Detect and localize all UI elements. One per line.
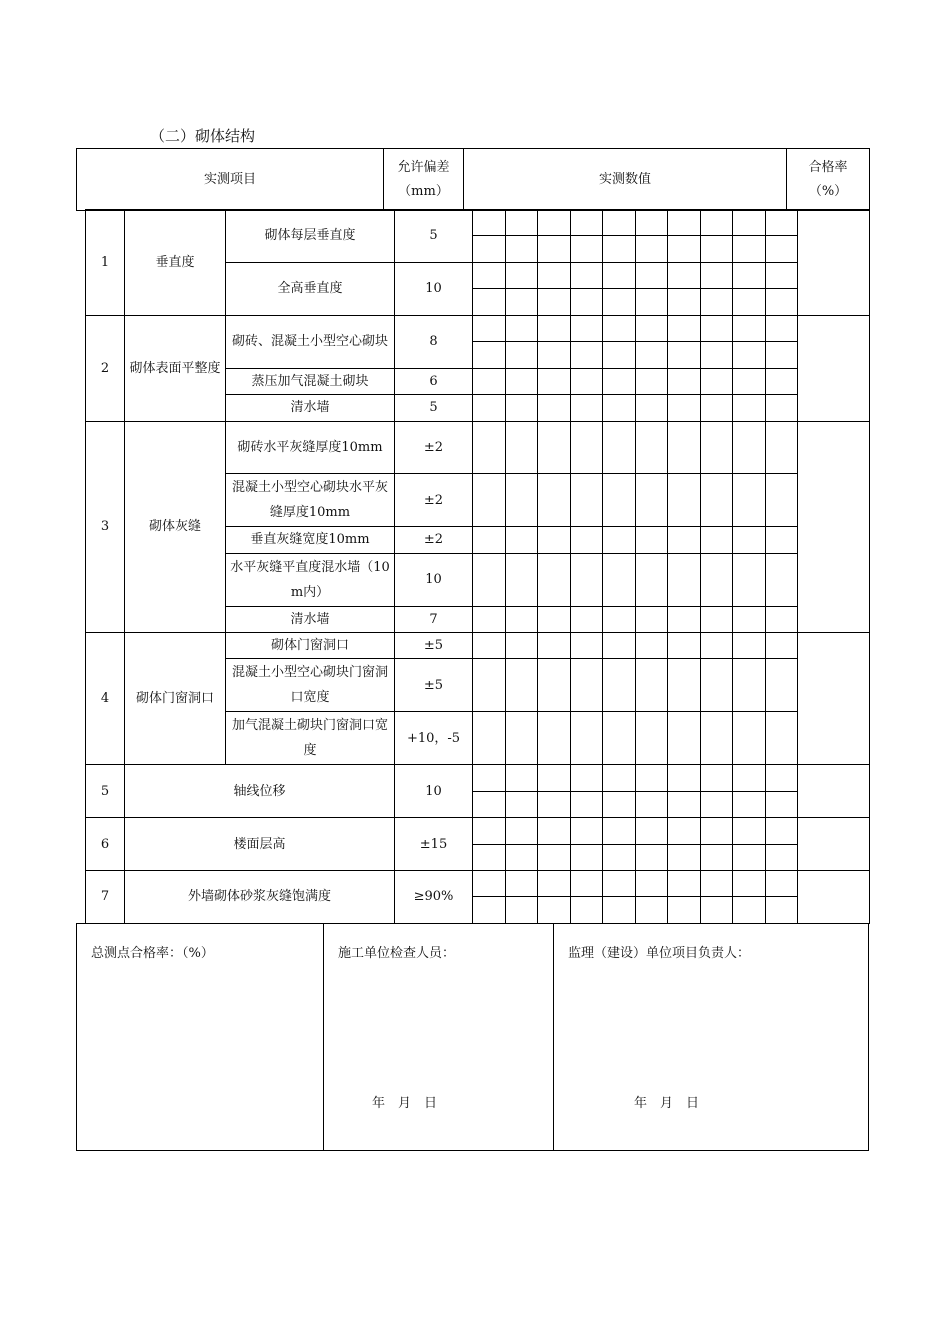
value-cell (635, 633, 668, 659)
item-number: 6 (86, 818, 125, 871)
value-cell (733, 368, 766, 394)
value-cell (538, 368, 571, 394)
value-cell (733, 262, 766, 288)
header-values: 实测数值 (464, 149, 787, 211)
value-cell (538, 474, 571, 527)
value-cell (700, 262, 733, 288)
value-cell (668, 897, 701, 923)
value-cell (765, 289, 798, 315)
pass-rate-cell (798, 765, 870, 818)
value-cell (733, 870, 766, 896)
tolerance-value: ±5 (395, 633, 473, 659)
value-cell (538, 236, 571, 262)
pass-rate-cell (798, 818, 870, 871)
value-cell (538, 395, 571, 421)
value-cell (700, 818, 733, 844)
table-header (76, 148, 870, 211)
value-cell (733, 236, 766, 262)
value-cell (733, 659, 766, 712)
inspector-label: 施工单位检查人员： (338, 946, 456, 961)
value-cell (603, 262, 636, 288)
value-cell (473, 844, 506, 870)
table-row (86, 315, 870, 341)
total-rate-cell (77, 924, 323, 1150)
value-cell (603, 553, 636, 606)
tolerance-value: ±2 (395, 421, 473, 474)
value-cell (700, 870, 733, 896)
value-cell (733, 606, 766, 632)
value-cell (733, 342, 766, 368)
value-cell (570, 342, 603, 368)
value-cell (700, 712, 733, 765)
value-cell (668, 606, 701, 632)
value-cell (733, 818, 766, 844)
value-cell (538, 712, 571, 765)
table-row (86, 210, 870, 236)
value-cell (635, 342, 668, 368)
item-number: 7 (86, 870, 125, 923)
tolerance-value: 7 (395, 606, 473, 632)
value-cell (733, 633, 766, 659)
sub-item: 加气混凝土砌块门窗洞口宽度 (226, 712, 395, 765)
value-cell (765, 262, 798, 288)
value-cell (473, 368, 506, 394)
value-cell (473, 897, 506, 923)
value-cell (570, 844, 603, 870)
value-cell (505, 421, 538, 474)
value-cell (635, 289, 668, 315)
value-cell (700, 659, 733, 712)
value-cell (473, 210, 506, 236)
value-cell (570, 210, 603, 236)
value-cell (765, 765, 798, 791)
value-cell (538, 289, 571, 315)
value-cell (603, 870, 636, 896)
value-cell (538, 210, 571, 236)
value-cell (570, 791, 603, 817)
value-cell (733, 289, 766, 315)
value-cell (700, 553, 733, 606)
value-cell (570, 395, 603, 421)
value-cell (570, 870, 603, 896)
value-cell (668, 342, 701, 368)
value-cell (603, 210, 636, 236)
inspector-cell (323, 924, 553, 1150)
item-number: 5 (86, 765, 125, 818)
value-cell (700, 474, 733, 527)
value-cell (765, 474, 798, 527)
value-cell (538, 633, 571, 659)
tolerance-value: 10 (395, 262, 473, 315)
value-cell (570, 527, 603, 553)
value-cell (505, 527, 538, 553)
value-cell (765, 659, 798, 712)
inspector-date: 年 月 日 (372, 1096, 438, 1111)
item-name: 砌体表面平整度 (125, 315, 226, 421)
sub-item: 混凝土小型空心砌块水平灰缝厚度10mm (226, 474, 395, 527)
sub-item: 水平灰缝平直度混水墙（10m内） (226, 553, 395, 606)
value-cell (603, 395, 636, 421)
value-cell (668, 527, 701, 553)
sub-item: 垂直灰缝宽度10mm (226, 527, 395, 553)
value-cell (733, 210, 766, 236)
value-cell (603, 844, 636, 870)
value-cell (505, 395, 538, 421)
value-cell (733, 791, 766, 817)
value-cell (635, 553, 668, 606)
sub-item: 砌砖水平灰缝厚度10mm (226, 421, 395, 474)
value-cell (700, 527, 733, 553)
value-cell (765, 897, 798, 923)
tolerance-value: ±5 (395, 659, 473, 712)
value-cell (635, 659, 668, 712)
pass-rate-cell (798, 870, 870, 923)
value-cell (505, 791, 538, 817)
tolerance-value: 10 (395, 765, 473, 818)
value-cell (538, 553, 571, 606)
value-cell (765, 818, 798, 844)
value-cell (635, 870, 668, 896)
value-cell (538, 659, 571, 712)
value-cell (473, 474, 506, 527)
value-cell (700, 633, 733, 659)
value-cell (668, 712, 701, 765)
value-cell (538, 421, 571, 474)
value-cell (700, 395, 733, 421)
item-number: 1 (86, 210, 125, 316)
value-cell (570, 818, 603, 844)
value-cell (473, 342, 506, 368)
item-name: 砌体门窗洞口 (125, 633, 226, 765)
value-cell (570, 474, 603, 527)
value-cell (505, 897, 538, 923)
value-cell (505, 210, 538, 236)
value-cell (635, 897, 668, 923)
table-row (86, 421, 870, 447)
value-cell (733, 421, 766, 474)
value-cell (505, 368, 538, 394)
value-cell (505, 553, 538, 606)
sub-item: 清水墙 (226, 395, 395, 421)
item-number: 4 (86, 633, 125, 765)
sub-item: 砌砖、混凝土小型空心砌块 (226, 315, 395, 368)
value-cell (668, 474, 701, 527)
value-cell (473, 421, 506, 474)
value-cell (700, 315, 733, 341)
value-cell (635, 844, 668, 870)
value-cell (538, 897, 571, 923)
value-cell (570, 633, 603, 659)
value-cell (668, 818, 701, 844)
item-number: 2 (86, 315, 125, 421)
inspection-table (85, 209, 870, 924)
value-cell (603, 606, 636, 632)
supervisor-cell (553, 924, 868, 1150)
value-cell (700, 765, 733, 791)
value-cell (733, 897, 766, 923)
value-cell (603, 712, 636, 765)
sub-item: 蒸压加气混凝土砌块 (226, 368, 395, 394)
value-cell (505, 236, 538, 262)
value-cell (570, 553, 603, 606)
item-name: 轴线位移 (125, 765, 395, 818)
value-cell (668, 210, 701, 236)
value-cell (765, 606, 798, 632)
value-cell (505, 262, 538, 288)
value-cell (505, 870, 538, 896)
value-cell (473, 315, 506, 341)
tolerance-value: ±15 (395, 818, 473, 871)
value-cell (733, 527, 766, 553)
value-cell (765, 315, 798, 341)
value-cell (538, 870, 571, 896)
tolerance-value: 5 (395, 210, 473, 263)
value-cell (570, 606, 603, 632)
value-cell (765, 633, 798, 659)
value-cell (505, 474, 538, 527)
value-cell (668, 844, 701, 870)
value-cell (538, 818, 571, 844)
tolerance-value: ±2 (395, 527, 473, 553)
value-cell (538, 791, 571, 817)
value-cell (473, 791, 506, 817)
value-cell (538, 527, 571, 553)
value-cell (635, 236, 668, 262)
value-cell (473, 659, 506, 712)
value-cell (733, 844, 766, 870)
value-cell (765, 553, 798, 606)
value-cell (603, 368, 636, 394)
value-cell (505, 818, 538, 844)
value-cell (570, 765, 603, 791)
value-cell (765, 395, 798, 421)
value-cell (473, 633, 506, 659)
value-cell (668, 262, 701, 288)
value-cell (603, 897, 636, 923)
value-cell (668, 289, 701, 315)
value-cell (473, 765, 506, 791)
value-cell (570, 368, 603, 394)
value-cell (700, 844, 733, 870)
value-cell (505, 844, 538, 870)
sub-item: 全高垂直度 (226, 262, 395, 315)
supervisor-label: 监理（建设）单位项目负责人： (568, 946, 751, 961)
tolerance-value: ±2 (395, 474, 473, 527)
value-cell (473, 553, 506, 606)
value-cell (635, 712, 668, 765)
value-cell (765, 236, 798, 262)
value-cell (635, 368, 668, 394)
value-cell (635, 527, 668, 553)
tolerance-value: 5 (395, 395, 473, 421)
value-cell (473, 818, 506, 844)
value-cell (505, 712, 538, 765)
value-cell (538, 262, 571, 288)
value-cell (765, 712, 798, 765)
value-cell (635, 210, 668, 236)
value-cell (733, 395, 766, 421)
value-cell (700, 289, 733, 315)
value-cell (668, 765, 701, 791)
value-cell (765, 368, 798, 394)
value-cell (668, 553, 701, 606)
value-cell (473, 870, 506, 896)
tolerance-value: 8 (395, 315, 473, 368)
value-cell (733, 712, 766, 765)
value-cell (700, 897, 733, 923)
header-item: 实测项目 (77, 149, 384, 211)
value-cell (635, 606, 668, 632)
pass-rate-cell (798, 315, 870, 421)
header-tolerance: 允许偏差 （mm） (384, 149, 464, 211)
value-cell (700, 791, 733, 817)
tolerance-value: 6 (395, 368, 473, 394)
value-cell (700, 421, 733, 474)
value-cell (635, 791, 668, 817)
value-cell (635, 421, 668, 474)
value-cell (505, 342, 538, 368)
value-cell (603, 315, 636, 341)
table-row (86, 765, 870, 791)
value-cell (473, 236, 506, 262)
value-cell (700, 606, 733, 632)
value-cell (473, 527, 506, 553)
value-cell (635, 315, 668, 341)
value-cell (570, 659, 603, 712)
sub-item: 清水墙 (226, 606, 395, 632)
value-cell (505, 315, 538, 341)
sub-item: 混凝土小型空心砌块门窗洞口宽度 (226, 659, 395, 712)
value-cell (700, 236, 733, 262)
value-cell (668, 368, 701, 394)
table-row (86, 818, 870, 844)
value-cell (733, 315, 766, 341)
value-cell (473, 395, 506, 421)
value-cell (668, 395, 701, 421)
pass-rate-cell (798, 633, 870, 765)
value-cell (505, 765, 538, 791)
sub-item: 砌体每层垂直度 (226, 210, 395, 263)
value-cell (668, 236, 701, 262)
value-cell (733, 765, 766, 791)
value-cell (570, 315, 603, 341)
value-cell (765, 527, 798, 553)
value-cell (473, 606, 506, 632)
value-cell (668, 791, 701, 817)
value-cell (668, 633, 701, 659)
item-name: 楼面层高 (125, 818, 395, 871)
value-cell (570, 421, 603, 474)
value-cell (765, 421, 798, 474)
value-cell (700, 342, 733, 368)
signature-area (76, 923, 869, 1151)
value-cell (473, 262, 506, 288)
value-cell (635, 262, 668, 288)
value-cell (473, 289, 506, 315)
value-cell (603, 791, 636, 817)
tolerance-value: 10 (395, 553, 473, 606)
sub-item: 砌体门窗洞口 (226, 633, 395, 659)
tolerance-value: ≥90% (395, 870, 473, 923)
value-cell (538, 606, 571, 632)
value-cell (603, 342, 636, 368)
value-cell (668, 315, 701, 341)
value-cell (538, 342, 571, 368)
value-cell (570, 236, 603, 262)
value-cell (765, 844, 798, 870)
item-number: 3 (86, 421, 125, 633)
item-name: 外墙砌体砂浆灰缝饱满度 (125, 870, 395, 923)
value-cell (505, 633, 538, 659)
table-row (86, 633, 870, 659)
value-cell (603, 474, 636, 527)
value-cell (570, 712, 603, 765)
total-rate-label: 总测点合格率：（%） (91, 946, 214, 961)
value-cell (765, 342, 798, 368)
value-cell (635, 395, 668, 421)
value-cell (603, 289, 636, 315)
value-cell (505, 606, 538, 632)
value-cell (700, 210, 733, 236)
value-cell (765, 791, 798, 817)
value-cell (668, 870, 701, 896)
value-cell (635, 818, 668, 844)
item-name: 垂直度 (125, 210, 226, 316)
value-cell (733, 553, 766, 606)
value-cell (570, 262, 603, 288)
value-cell (635, 765, 668, 791)
value-cell (668, 421, 701, 474)
value-cell (603, 236, 636, 262)
value-cell (570, 289, 603, 315)
value-cell (570, 897, 603, 923)
item-name: 砌体灰缝 (125, 421, 226, 633)
value-cell (668, 659, 701, 712)
value-cell (603, 765, 636, 791)
value-cell (603, 818, 636, 844)
value-cell (733, 474, 766, 527)
section-title: （二）砌体结构 (150, 127, 256, 145)
value-cell (765, 210, 798, 236)
value-cell (538, 765, 571, 791)
value-cell (473, 712, 506, 765)
value-cell (505, 289, 538, 315)
value-cell (603, 659, 636, 712)
value-cell (538, 315, 571, 341)
pass-rate-cell (798, 210, 870, 316)
supervisor-date: 年 月 日 (634, 1096, 700, 1111)
value-cell (635, 474, 668, 527)
value-cell (603, 633, 636, 659)
table-row (86, 870, 870, 896)
header-rate: 合格率 （%） (787, 149, 870, 211)
value-cell (603, 421, 636, 474)
value-cell (603, 527, 636, 553)
value-cell (765, 870, 798, 896)
value-cell (538, 844, 571, 870)
value-cell (505, 659, 538, 712)
pass-rate-cell (798, 421, 870, 633)
value-cell (700, 368, 733, 394)
tolerance-value: +10，-5 (395, 712, 473, 765)
